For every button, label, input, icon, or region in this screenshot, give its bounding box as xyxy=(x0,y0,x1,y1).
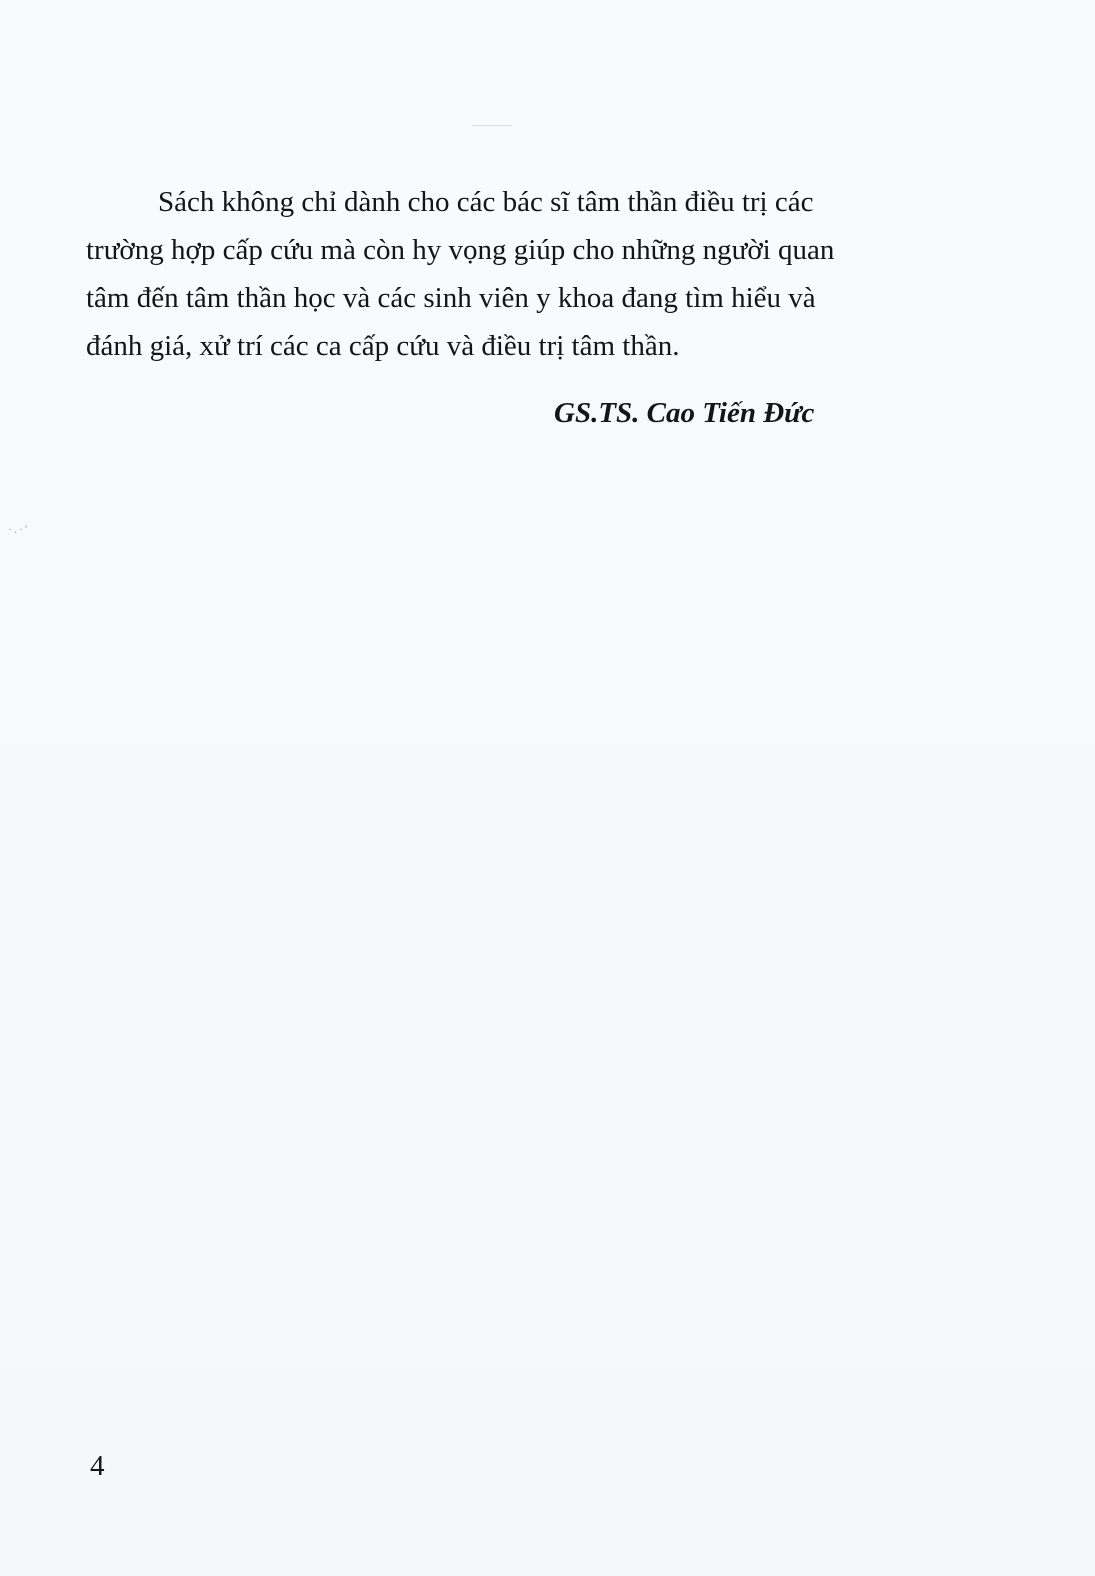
paragraph-line: tâm đến tâm thần học và các sinh viên y khoa đang tìm hiểu và xyxy=(86,282,816,314)
paragraph-line: Sách không chỉ dành cho các bác sĩ tâm thần điều trị các xyxy=(158,186,814,218)
margin-marks: ·.·' xyxy=(8,522,30,536)
page-number: 4 xyxy=(90,1450,105,1482)
paragraph-line: trường hợp cấp cứu mà còn hy vọng giúp cho những người quan xyxy=(86,234,835,266)
author-signature: GS.TS. Cao Tiến Đức xyxy=(554,397,815,429)
foreword-paragraph xyxy=(86,178,948,370)
paragraph-line: đánh giá, xử trí các ca cấp cứu và điều trị tâm thần. xyxy=(86,330,680,362)
header-divider xyxy=(472,125,512,126)
